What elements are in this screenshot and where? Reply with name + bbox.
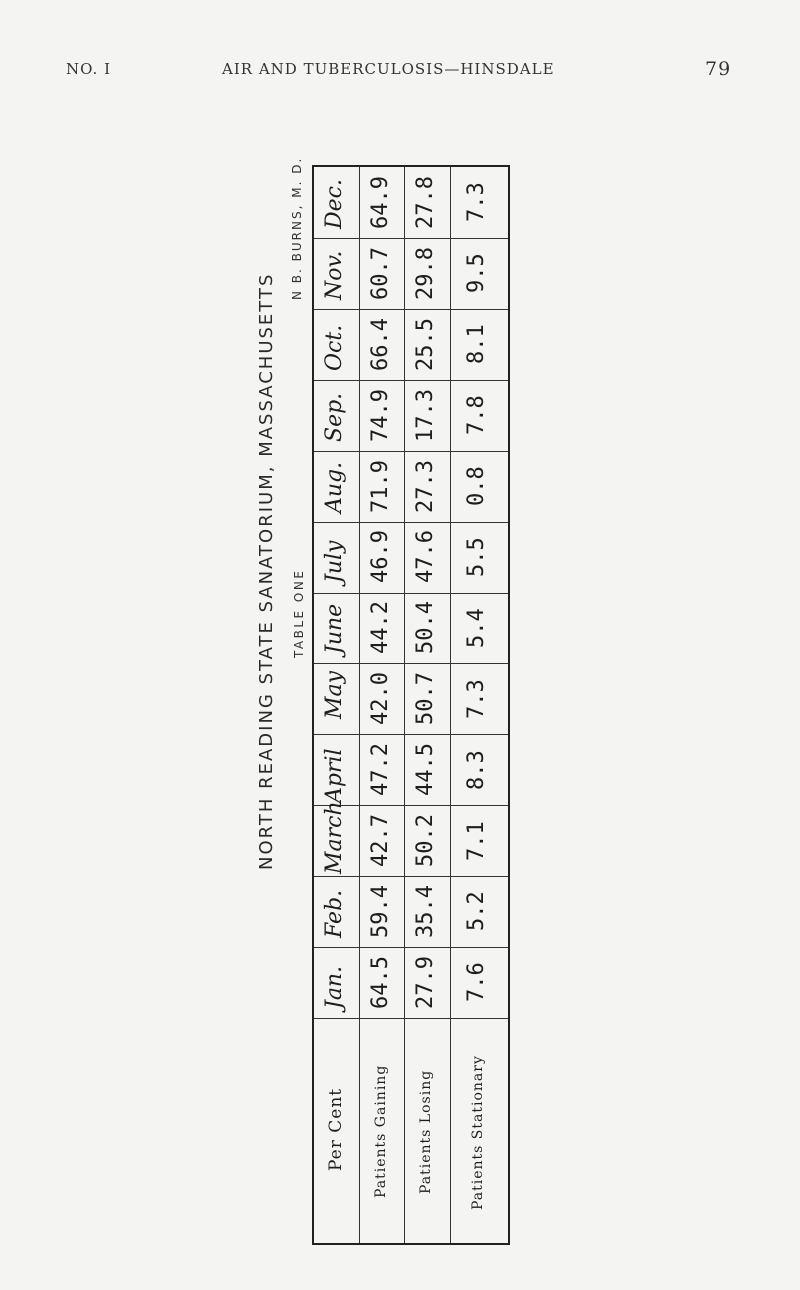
losing-value: 27.3 — [413, 459, 438, 513]
stationary-value: 7.3 — [464, 182, 489, 223]
stationary-value: 7.3 — [464, 678, 489, 719]
table-title: NORTH READING STATE SANATORIUM, MASSACHUSETTS — [256, 272, 277, 870]
gaining-value: 71.9 — [368, 459, 393, 513]
losing-value: 35.4 — [413, 885, 438, 939]
losing-value: 50.7 — [413, 672, 438, 726]
stationary-value: 9.5 — [464, 253, 489, 294]
gaining-value: 42.0 — [368, 672, 393, 726]
losing-value: 17.3 — [413, 388, 438, 442]
month-label: May — [322, 670, 347, 719]
row-label-losing: Patients Losing — [418, 1069, 434, 1194]
month-label: April — [322, 748, 347, 803]
row-rule — [314, 1018, 508, 1019]
stationary-value: 5.5 — [464, 537, 489, 577]
losing-value: 29.8 — [413, 246, 438, 300]
row-rule — [314, 947, 508, 948]
month-label: Sep. — [322, 392, 347, 442]
column-rule — [404, 167, 405, 1243]
table-label: TABLE ONE — [292, 568, 306, 658]
losing-value: 25.5 — [413, 317, 438, 371]
row-rule — [314, 663, 508, 664]
gaining-value: 47.2 — [368, 743, 393, 797]
month-label: Nov. — [322, 250, 347, 300]
gaining-value: 59.4 — [368, 885, 393, 939]
stationary-value: 5.4 — [464, 608, 489, 648]
losing-value: 50.4 — [413, 601, 438, 655]
losing-value: 44.5 — [413, 743, 438, 797]
month-label: Aug. — [322, 461, 347, 513]
stationary-value: 8.3 — [464, 749, 489, 790]
issue-number: NO. I — [66, 60, 112, 78]
losing-value: 47.6 — [413, 530, 438, 584]
row-rule — [314, 593, 508, 594]
month-label: June — [322, 604, 347, 655]
row-label-gaining: Patients Gaining — [373, 1064, 389, 1198]
data-table — [312, 165, 510, 1245]
gaining-value: 44.2 — [368, 601, 393, 655]
month-label: Feb. — [322, 889, 347, 939]
gaining-value: 42.7 — [368, 814, 393, 868]
losing-value: 50.2 — [413, 814, 438, 868]
month-label: Jan. — [322, 965, 347, 1009]
column-rule — [359, 167, 360, 1243]
month-label: Dec. — [322, 178, 347, 229]
gaining-value: 46.9 — [368, 530, 393, 584]
losing-value: 27.8 — [413, 175, 438, 229]
gaining-value: 74.9 — [368, 388, 393, 442]
row-header-label: Per Cent — [326, 1088, 346, 1172]
stationary-value: 0.8 — [464, 466, 489, 506]
row-label-stationary: Patients Stationary — [470, 1055, 486, 1211]
row-rule — [314, 734, 508, 735]
row-rule — [314, 451, 508, 452]
losing-value: 27.9 — [413, 955, 438, 1009]
page-header — [0, 60, 800, 96]
row-rule — [314, 309, 508, 310]
stationary-value: 5.2 — [464, 891, 489, 932]
stationary-value: 8.1 — [464, 324, 489, 365]
column-rule — [450, 167, 451, 1243]
running-title: AIR AND TUBERCULOSIS—HINSDALE — [222, 60, 555, 78]
gaining-value: 64.9 — [368, 175, 393, 229]
month-label: March — [322, 801, 347, 874]
stationary-value: 7.1 — [464, 820, 489, 861]
stationary-value: 7.6 — [464, 962, 489, 1003]
row-rule — [314, 876, 508, 877]
row-rule — [314, 522, 508, 523]
stationary-value: 7.8 — [464, 395, 489, 435]
gaining-value: 64.5 — [368, 955, 393, 1009]
page-number: 79 — [705, 58, 732, 80]
gaining-value: 60.7 — [368, 246, 393, 300]
gaining-value: 66.4 — [368, 317, 393, 371]
row-rule — [314, 238, 508, 239]
author: N B. BURNS, M. D. — [290, 156, 304, 300]
month-label: July — [322, 540, 347, 584]
row-rule — [314, 380, 508, 381]
month-label: Oct. — [322, 324, 347, 371]
